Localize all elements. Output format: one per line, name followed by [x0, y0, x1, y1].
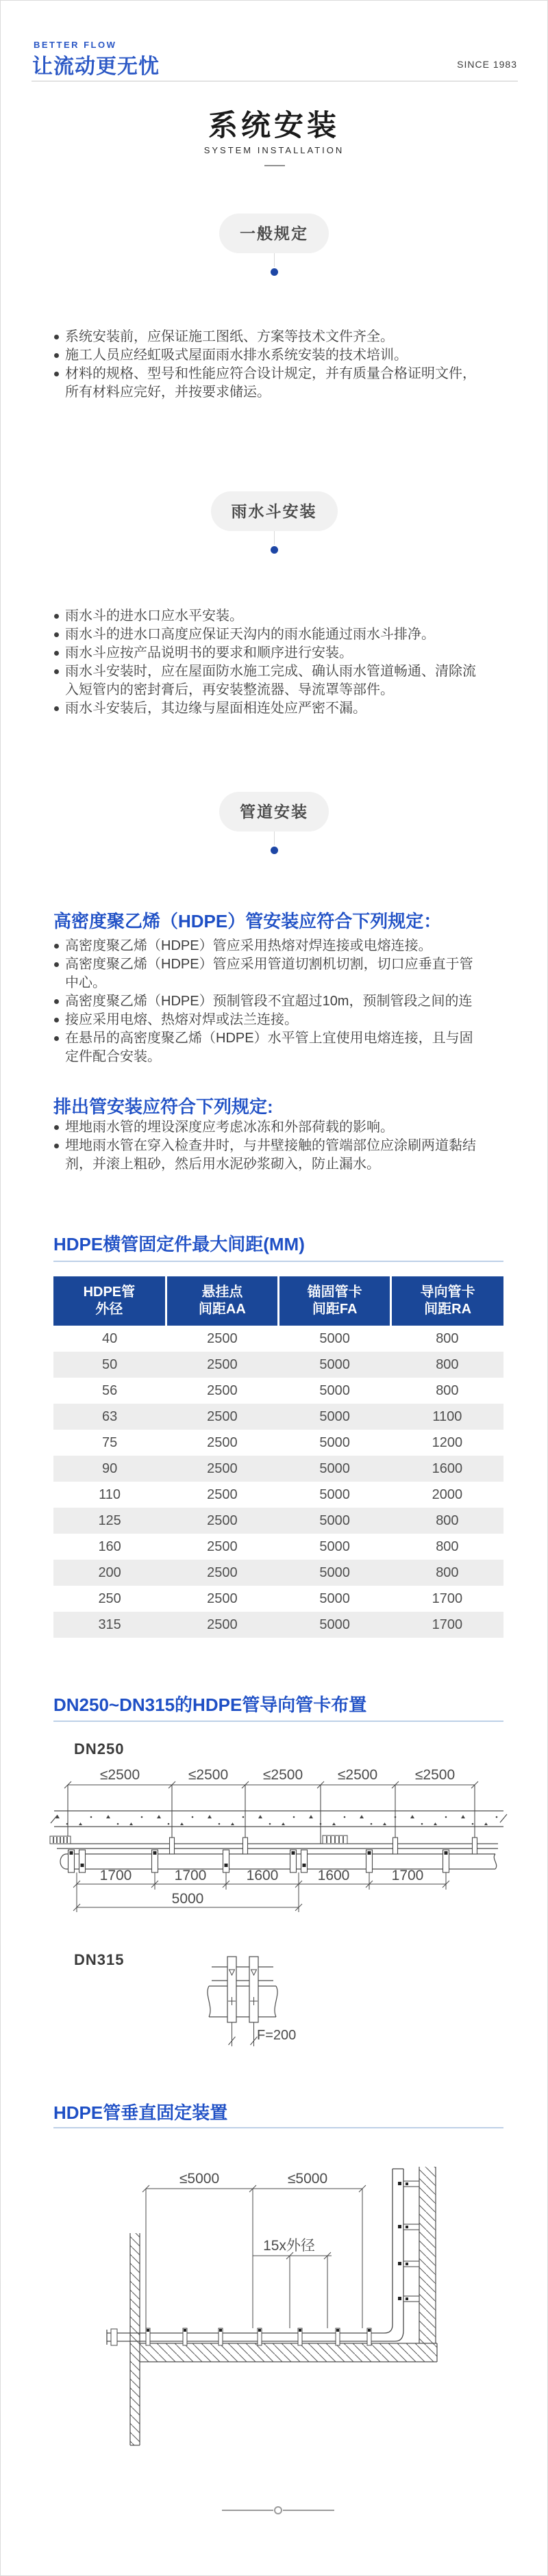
- bullet-line: [53, 644, 512, 662]
- table-cell: 2500: [207, 1538, 238, 1554]
- bullet-dot: [53, 626, 65, 644]
- spacing-table-wrap: [53, 1276, 503, 1638]
- bullet-line: [53, 1155, 512, 1174]
- table-row: [53, 1586, 503, 1612]
- bullet-text: 施工人员应经虹吸式屋面雨水排水系统安装的技术培训。: [65, 348, 408, 363]
- table-cell: 1100: [432, 1408, 462, 1424]
- table-cell: 1600: [432, 1460, 463, 1476]
- left-wall: [130, 2233, 140, 2445]
- badge-connector: [274, 531, 275, 545]
- bullet-line: [53, 1048, 512, 1066]
- table-cell: 800: [436, 1382, 459, 1398]
- bullet-text: 雨水斗安装后，其边缘与屋面相连处应严密不漏。: [65, 701, 366, 716]
- table-cell: 5000: [319, 1330, 350, 1346]
- table-cell: 5000: [319, 1434, 350, 1450]
- bullet-dot: [53, 974, 65, 992]
- bullet-text: 接应采用电熔、热熔对焊或法兰连接。: [65, 1012, 298, 1027]
- bullet-line: [53, 699, 512, 718]
- table-cell: 1200: [432, 1434, 463, 1450]
- bullet-line: [53, 937, 512, 955]
- bullet-dot: [53, 699, 65, 718]
- dim-15x-od: 15x外径: [263, 2238, 315, 2254]
- dn315-label: DN315: [74, 1951, 125, 1968]
- table-cell: 5000: [319, 1590, 350, 1606]
- table-row: [53, 1430, 503, 1456]
- table-row: [53, 1508, 503, 1534]
- bullet-dot: [53, 955, 65, 974]
- dim-5000: ≤5000: [287, 2171, 328, 2187]
- spacing-table: [53, 1276, 503, 1638]
- bullet-line: [53, 328, 512, 346]
- badge-dot: [271, 546, 278, 554]
- dim-1600: 1600: [317, 1868, 350, 1883]
- bullet-line: [53, 346, 512, 365]
- bullet-list-general: [53, 328, 512, 402]
- bullet-line: [53, 1118, 512, 1137]
- bullet-line: [53, 992, 512, 1011]
- table-cell: 2000: [432, 1486, 463, 1502]
- dim-2500: ≤2500: [188, 1767, 229, 1783]
- column-header: 导向管卡 间距RA: [391, 1276, 503, 1326]
- dn250-label: DN250: [74, 1740, 125, 1757]
- footer-divider: [222, 2506, 334, 2514]
- floor-slab: [140, 2343, 437, 2362]
- table-cell: 800: [436, 1564, 459, 1580]
- heading-underline: [53, 1721, 503, 1722]
- badge-pill: 雨水斗安装: [211, 491, 338, 531]
- bullet-dot: [53, 365, 65, 383]
- badge-connector: [274, 253, 275, 267]
- bullet-line: [53, 974, 512, 992]
- bullet-text: 在悬吊的高密度聚乙烯（HDPE）水平管上宜使用电熔连接，且与固: [65, 1031, 473, 1046]
- table-cell: 5000: [319, 1486, 350, 1502]
- table-cell: 800: [436, 1330, 459, 1346]
- bullet-text: 雨水斗的进水口应水平安装。: [65, 608, 243, 623]
- bullet-text: 雨水斗的进水口高度应保证天沟内的雨水能通过雨水斗排净。: [65, 627, 435, 642]
- bullet-text: 剂，并滚上粗砂，然后用水泥砂浆砌入，防止漏水。: [65, 1157, 380, 1172]
- table-cell: 5000: [319, 1538, 350, 1554]
- bullet-text: 高密度聚乙烯（HDPE）预制管段不宜超过10m，预制管段之间的连: [65, 994, 473, 1009]
- table-cell: 5000: [319, 1564, 350, 1580]
- title-dash: [264, 165, 285, 166]
- dim-5000: ≤5000: [179, 2171, 220, 2187]
- table-cell: 2500: [207, 1408, 238, 1424]
- bullet-list-outlet: [53, 1118, 512, 1174]
- badge-dot: [271, 847, 278, 854]
- table-cell: 5000: [319, 1460, 350, 1476]
- bullet-dot: [53, 992, 65, 1011]
- dim-1700: 1700: [99, 1868, 132, 1883]
- heading-spacing-table: HDPE横管固定件最大间距(MM): [53, 1234, 305, 1254]
- bullet-text: 雨水斗应按产品说明书的要求和顺序进行安装。: [65, 645, 353, 660]
- bullet-dot: [53, 1029, 65, 1048]
- page-subtitle: SYSTEM INSTALLATION: [203, 145, 345, 155]
- table-row: [53, 1378, 503, 1404]
- clamp-bars: [227, 1957, 258, 2022]
- table-cell: 800: [436, 1512, 459, 1528]
- page-title: 系统安装: [208, 110, 340, 142]
- footer-divider-line: [283, 2510, 334, 2511]
- dn250-diagram: [49, 1763, 509, 1920]
- bullet-line: [53, 955, 512, 974]
- brand-logo: 让流动更无忧: [32, 55, 160, 78]
- section-badge-piping: [1, 792, 547, 832]
- table-cell: 315: [98, 1617, 121, 1632]
- table-cell: 110: [99, 1486, 121, 1502]
- bullet-text: 系统安装前，应保证施工图纸、方案等技术文件齐全。: [65, 329, 394, 344]
- bullet-text: 高密度聚乙烯（HDPE）管应采用热熔对焊连接或电熔连接。: [65, 938, 432, 953]
- table-cell: 1700: [432, 1590, 463, 1606]
- bullet-text: 定件配合安装。: [65, 1049, 161, 1064]
- table-row: [53, 1456, 503, 1482]
- dim-f200: F=200: [257, 2028, 297, 2043]
- table-cell: 63: [102, 1408, 118, 1424]
- dims: [142, 2185, 366, 2328]
- bullet-dot: [53, 662, 65, 681]
- pipe-run: [107, 2169, 403, 2345]
- since-label: SINCE 1983: [457, 59, 517, 70]
- table-cell: 2500: [207, 1512, 238, 1528]
- column-header: HDPE管 外径: [53, 1276, 166, 1326]
- vertical-fix-diagram: [97, 2150, 453, 2451]
- table-cell: 2500: [207, 1590, 238, 1606]
- anchor-plates: [50, 1836, 347, 1844]
- footer-divider-line: [222, 2510, 273, 2511]
- bullet-dot: [53, 1048, 65, 1066]
- bullet-line: [53, 681, 512, 699]
- table-cell: 2500: [207, 1330, 238, 1346]
- table-cell: 40: [102, 1330, 118, 1346]
- table-cell: 5000: [319, 1512, 350, 1528]
- bullet-dot: [53, 681, 65, 699]
- section-badge-general: [1, 214, 547, 253]
- heading-guide-layout: DN250~DN315的HDPE管导向管卡布置: [53, 1695, 367, 1715]
- bullet-line: [53, 607, 512, 626]
- bullet-dot: [53, 383, 65, 402]
- bullet-line: [53, 365, 512, 383]
- horizontal-clamps: [146, 2328, 371, 2345]
- bullet-text: 埋地雨水管在穿入检查井时，与井壁接触的管端部位应涂刷两道黏结: [65, 1138, 476, 1153]
- dim-1700: 1700: [391, 1868, 424, 1883]
- table-cell: 2500: [207, 1382, 238, 1398]
- table-cell: 2500: [207, 1617, 238, 1632]
- heading-underline: [53, 2127, 503, 2128]
- table-row: [53, 1612, 503, 1638]
- dim-1600: 1600: [246, 1868, 279, 1883]
- bullet-text: 入短管内的密封膏后，再安装整流器、导流罩等部件。: [65, 682, 394, 697]
- table-cell: 2500: [207, 1564, 238, 1580]
- table-cell: 2500: [207, 1486, 238, 1502]
- table-cell: 50: [102, 1356, 118, 1372]
- heading-vertical-fix: HDPE管垂直固定装置: [53, 2102, 228, 2123]
- bullet-dot: [53, 346, 65, 365]
- bullet-line: [53, 1029, 512, 1048]
- bullet-text: 材料的规格、型号和性能应符合设计规定，并有质量合格证明文件，: [65, 366, 476, 381]
- table-cell: 160: [98, 1538, 121, 1554]
- bullet-line: [53, 1137, 512, 1155]
- heading-outlet-install: 排出管安装应符合下列规定:: [53, 1096, 273, 1117]
- bullet-dot: [53, 607, 65, 626]
- table-cell: 5000: [319, 1617, 350, 1632]
- bullet-dot: [53, 1155, 65, 1174]
- badge-dot: [271, 268, 278, 276]
- table-header-row: [53, 1276, 503, 1326]
- dn315-diagram: [199, 1950, 316, 2052]
- column-header: 悬挂点 间距AA: [166, 1276, 278, 1326]
- bullet-dot: [53, 644, 65, 662]
- bullet-dot: [53, 1118, 65, 1137]
- bullet-dot: [53, 1137, 65, 1155]
- table-cell: 5000: [319, 1356, 350, 1372]
- section-badge-hopper: [1, 491, 547, 531]
- table-cell: 125: [98, 1512, 121, 1528]
- table-cell: 1700: [432, 1617, 463, 1632]
- badge-pill: 一般规定: [219, 214, 329, 253]
- right-wall: [419, 2167, 436, 2343]
- bullet-dot: [53, 328, 65, 346]
- table-cell: 5000: [319, 1382, 350, 1398]
- dim-2500: ≤2500: [262, 1767, 303, 1783]
- dim-5000: 5000: [171, 1891, 204, 1907]
- table-row: [53, 1352, 503, 1378]
- table-cell: 800: [436, 1538, 459, 1554]
- dim-2500: ≤2500: [337, 1767, 378, 1783]
- bullet-line: [53, 626, 512, 644]
- heading-underline: [53, 1261, 503, 1262]
- table-cell: 250: [98, 1590, 121, 1606]
- bullet-text: 埋地雨水管的埋设深度应考虑冰冻和外部荷载的影响。: [65, 1120, 394, 1135]
- riser-clamps: [398, 2181, 419, 2302]
- table-cell: 2500: [207, 1460, 238, 1476]
- brand-tagline: BETTER FLOW: [34, 40, 117, 50]
- table-row: [53, 1326, 503, 1352]
- bullet-text: 雨水斗安装时，应在屋面防水施工完成、确认雨水管道畅通、清除流: [65, 664, 476, 679]
- badge-pill: 管道安装: [219, 792, 329, 832]
- bullet-line: [53, 1011, 512, 1029]
- concrete-slab: [51, 1811, 507, 1827]
- bullet-text: 中心。: [65, 975, 106, 990]
- table-row: [53, 1560, 503, 1586]
- table-row: [53, 1482, 503, 1508]
- bullet-dot: [53, 1011, 65, 1029]
- bullet-list-hdpe: [53, 937, 512, 1066]
- bullet-line: [53, 662, 512, 681]
- table-cell: 75: [102, 1434, 118, 1450]
- bullet-dot: [53, 937, 65, 955]
- column-header: 锚固管卡 间距FA: [279, 1276, 391, 1326]
- table-cell: 800: [436, 1356, 459, 1372]
- table-row: [53, 1534, 503, 1560]
- bullet-text: 所有材料应完好，并按要求储运。: [65, 385, 271, 400]
- table-cell: 5000: [319, 1408, 350, 1424]
- table-cell: 56: [102, 1382, 118, 1398]
- table-cell: 2500: [207, 1356, 238, 1372]
- bullet-line: [53, 383, 512, 402]
- table-row: [53, 1404, 503, 1430]
- bullet-list-hopper: [53, 607, 512, 718]
- table-cell: 2500: [207, 1434, 238, 1450]
- badge-connector: [274, 832, 275, 845]
- dim-1700: 1700: [174, 1868, 207, 1883]
- bullet-text: 高密度聚乙烯（HDPE）管应采用管道切割机切割，切口应垂直于管: [65, 957, 473, 972]
- heading-hdpe-install: 高密度聚乙烯（HDPE）管安装应符合下列规定：: [53, 911, 442, 931]
- dim-2500: ≤2500: [414, 1767, 456, 1783]
- rail-and-pipe: [57, 1844, 498, 1869]
- pipe-coupler: [111, 2329, 117, 2345]
- footer-divider-circle: [274, 2506, 282, 2514]
- table-cell: 90: [102, 1460, 118, 1476]
- table-cell: 200: [98, 1564, 121, 1580]
- dim-2500: ≤2500: [99, 1767, 140, 1783]
